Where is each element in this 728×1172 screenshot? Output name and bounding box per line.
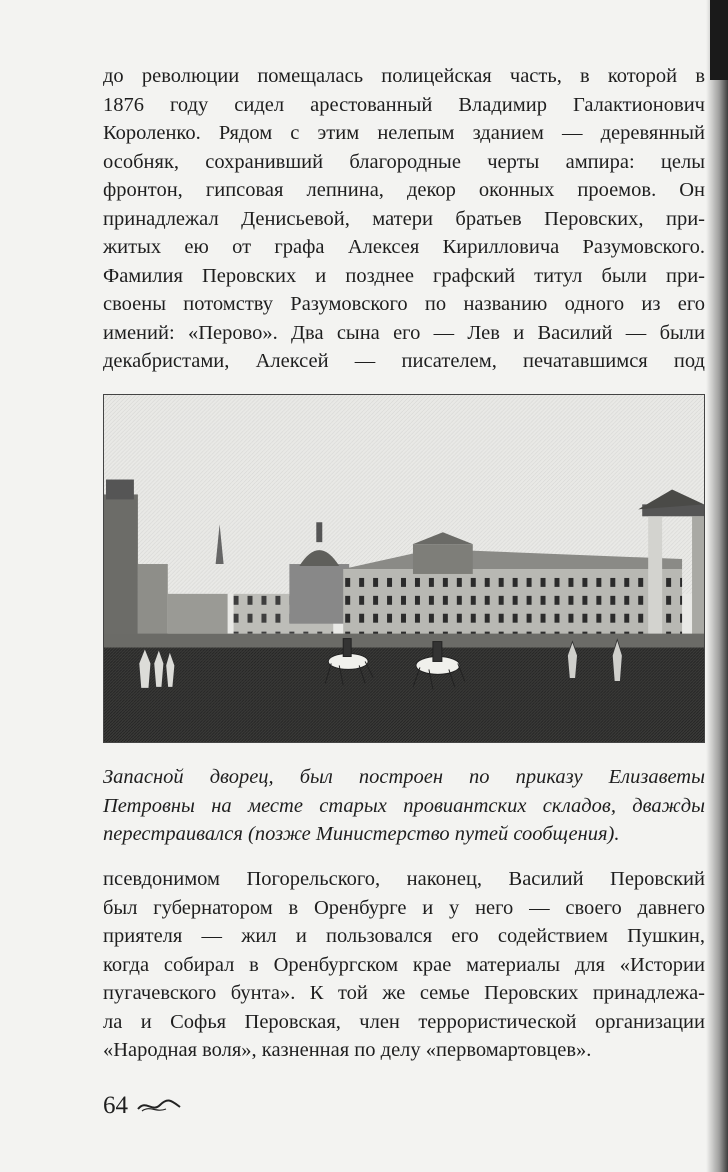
text-line: приятеля — жил и пользовался его содействием Пушкин, bbox=[103, 925, 705, 947]
text-line: 1876 году сидел арестованный Владимир Галактионович bbox=[103, 93, 705, 116]
page-footer bbox=[103, 1092, 182, 1120]
text-line: житых ею от графа Алексея Кирилловича Разумовского. bbox=[103, 236, 705, 258]
caption-line: Петровны на месте старых провиантских складов, дважды bbox=[103, 794, 705, 817]
page-edge-dark bbox=[710, 0, 728, 80]
page-number: 64 bbox=[103, 1092, 128, 1119]
text-line: пугачевского бунта». К той же семье Перовских принадлежа- bbox=[103, 982, 705, 1004]
text-line: ла и Софья Перовская, член террористической организации bbox=[103, 1010, 705, 1033]
text-line: принадлежал Денисьевой, матери братьев Перовских, при- bbox=[103, 207, 705, 230]
text-line: до революции помещалась полицейская часть, в которой в bbox=[103, 65, 705, 87]
caption-line: перестраивался (позже Министерство путей сообщения). bbox=[103, 823, 620, 845]
text-line: Короленко. Рядом с этим нелепым зданием — деревянный bbox=[103, 122, 705, 144]
text-line: Фамилия Перовских и позднее графский титул были при- bbox=[103, 264, 705, 287]
bottom-paragraph bbox=[103, 865, 705, 1065]
top-paragraph bbox=[103, 62, 705, 376]
text-line: фронтон, гипсовая лепнина, декор оконных проемов. Он bbox=[103, 179, 705, 201]
text-line: декабристами, Алексей — писателем, печатавшимся под bbox=[103, 350, 705, 372]
text-line: своены потомству Разумовского по названию одного из его bbox=[103, 293, 705, 315]
text-line: особняк, сохранивший благородные черты ампира: целы bbox=[103, 150, 705, 173]
swash-ornament-icon bbox=[136, 1097, 182, 1115]
figure-caption bbox=[103, 763, 705, 849]
palace-engraving-image bbox=[104, 395, 704, 742]
page-edge-shadow bbox=[706, 0, 728, 1172]
engraving-figure bbox=[103, 394, 705, 743]
text-line: когда собирал в Оренбургском крае материалы для «Истории bbox=[103, 953, 705, 976]
caption-line: Запасной дворец, был построен по приказу Елизаветы bbox=[103, 766, 705, 788]
text-line: псевдонимом Погорельского, наконец, Василий Перовский bbox=[103, 868, 705, 890]
text-line: «Народная воля», казненная по делу «первомартовцев». bbox=[103, 1039, 592, 1061]
text-line: имений: «Перово». Два сына его — Лев и Василий — были bbox=[103, 321, 705, 344]
text-line: был губернатором в Оренбурге и у него — своего давнего bbox=[103, 896, 705, 919]
